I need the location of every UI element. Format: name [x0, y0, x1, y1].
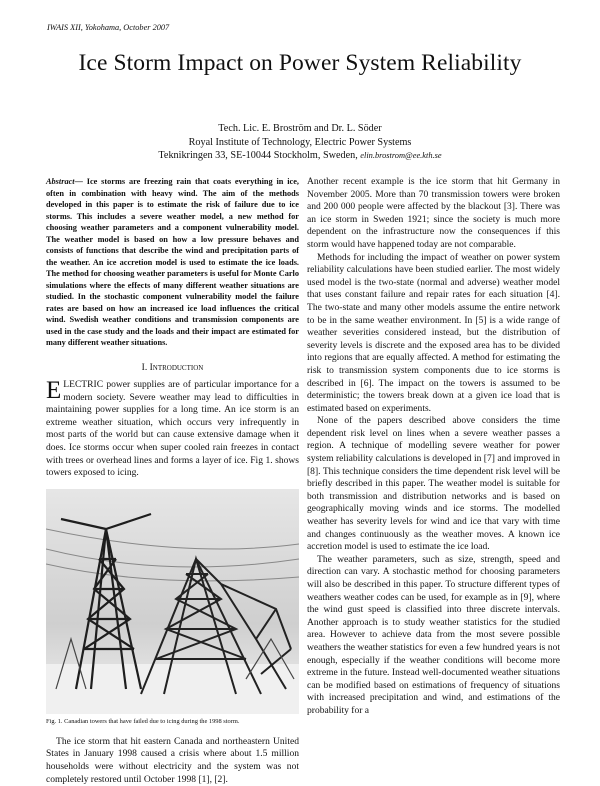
section-heading-introduction	[46, 362, 299, 375]
author-email: elin.brostrom@ee.kth.se	[360, 151, 442, 160]
right-paragraph-2: Methods for including the impact of weather on power system reliability calculations have been studied earlier. The most widely used model is the two-state (normal and adverse) weather model that uses constant failure and repair rates for each situation [4]. The two-state and many other models assume the entire network to be in the same weather environment. In [5] is a wide range of weather severities considered instead, but the distribution of severity levels is discrete and the exposed area has to be divided into regions that are equally affected. A method for estimating the risk to transmission system components due to ice storms is described in [6]. The impact on the towers is assumed to be deterministic; the towers break down at a given ice load that is estimated based on experiments.	[307, 251, 560, 414]
section-title: Introduction	[149, 362, 204, 373]
author-block	[0, 122, 600, 163]
conference-header: IWAIS XII, Yokohama, October 2007	[47, 23, 170, 32]
right-paragraph-3: None of the papers described above considers the time dependent risk level on lines when a severe weather passes a region. A technique of modelling severe weather for power system reliability calculations is developed in [7] and improved in [8]. This technique considers the time dependent risk level will be briefly described in this paper. The weather model is suitable for both transmission and distribution networks and is based on geographically moving winds and ice storms. The modelled weather has severity levels for wind and ice that vary with time and changes continuously as the weather moves. A known ice accretion model is used to estimate the ice load.	[307, 415, 560, 553]
abstract-text: Ice storms are freezing rain that coats everything in ice, often in combination with heavy wind. The aim of the methods developed in this paper is to estimate the risk of failure due to ice storms. This includes a severe weather model, a new method for choosing weather parameters and a component vulnerability model. The weather model is based on how a low pressure behaves and consists of functions that describe the wind and precipitation parts of the weather. An ice accretion model is used to estimate the ice loads. The method for choosing weather parameters is useful for Monte Carlo simulations where the effects of many different weather situations are studied. In the stochastic component vulnerability model the failure rates are based on how an increased ice load influences the critical wind. Swedish weather conditions and transmission components are used in the case study and the loads and their impact are estimated for many different weather situations.	[46, 177, 299, 347]
intro-paragraph-text: LECTRIC power supplies are of particular importance for a modern society. Severe weather may lead to difficulties in maintaining power supplies for a long time. An ice storm is an extreme weather situation, which occurs very infrequently in most parts of the world but can cause extensive damage when it does. Ice storms occur when super cooled rain freezes in contact with trees or overhead lines and forms a layer of ice. Fig 1. shows towers exposed to icing.	[46, 379, 299, 479]
abstract	[46, 176, 299, 349]
right-paragraph-1: Another recent example is the ice storm that hit Germany in November 2005. More than 70 transmission towers were broken and 200 000 people were affected by the blackout [3]. There was an ice storm in Sweden 1921; since the society is much more dependent on the infrastructure now the consequences if this storm would have happened today are not comparable.	[307, 176, 560, 250]
collapsed-tower-illustration	[46, 489, 299, 714]
author-address-line	[0, 149, 600, 163]
section-number: I.	[141, 362, 148, 373]
right-paragraph-4: The weather parameters, such as size, strength, speed and direction can vary. A stochastic method for choosing parameters will also be described in this paper. To structure different types of weathers weather codes can be used, for example as in [9], where the wind gust speed is classified into three discrete intervals. Another approach is to study weather statistics for the studied area. However to achieve data from the most severe possible weathers the weather statistics for even a few hundred years is not enough, especially if the weather conditions will become more extreme in the future. Instead well-documented weather situations can be modified based on estimations of frequency of situations with increased precipitation and wind, and estimations of the probability for a	[307, 553, 560, 716]
author-address: Teknikringen 33, SE-10044 Stockholm, Sweden,	[158, 150, 358, 161]
abstract-lead: Abstract—	[46, 177, 83, 186]
author-names: Tech. Lic. E. Broström and Dr. L. Söder	[218, 123, 382, 134]
left-column	[46, 176, 299, 786]
right-column	[307, 176, 560, 718]
drop-cap: E	[46, 377, 62, 405]
author-institution: Royal Institute of Technology, Electric Power Systems	[188, 136, 412, 148]
intro-paragraph	[46, 379, 299, 480]
figure-caption: Fig. 1. Canadian towers that have failed due to icing during the 1998 storm.	[46, 717, 240, 725]
paper-title: Ice Storm Impact on Power System Reliability	[78, 50, 522, 76]
figure-iced-towers-photo	[46, 489, 299, 714]
left-column-paragraph: The ice storm that hit eastern Canada and northeastern United States in January 1998 caused a crisis where about 1.5 million households were without electricity and the system was not completely restored until October 1998 [1], [2].	[46, 735, 299, 785]
